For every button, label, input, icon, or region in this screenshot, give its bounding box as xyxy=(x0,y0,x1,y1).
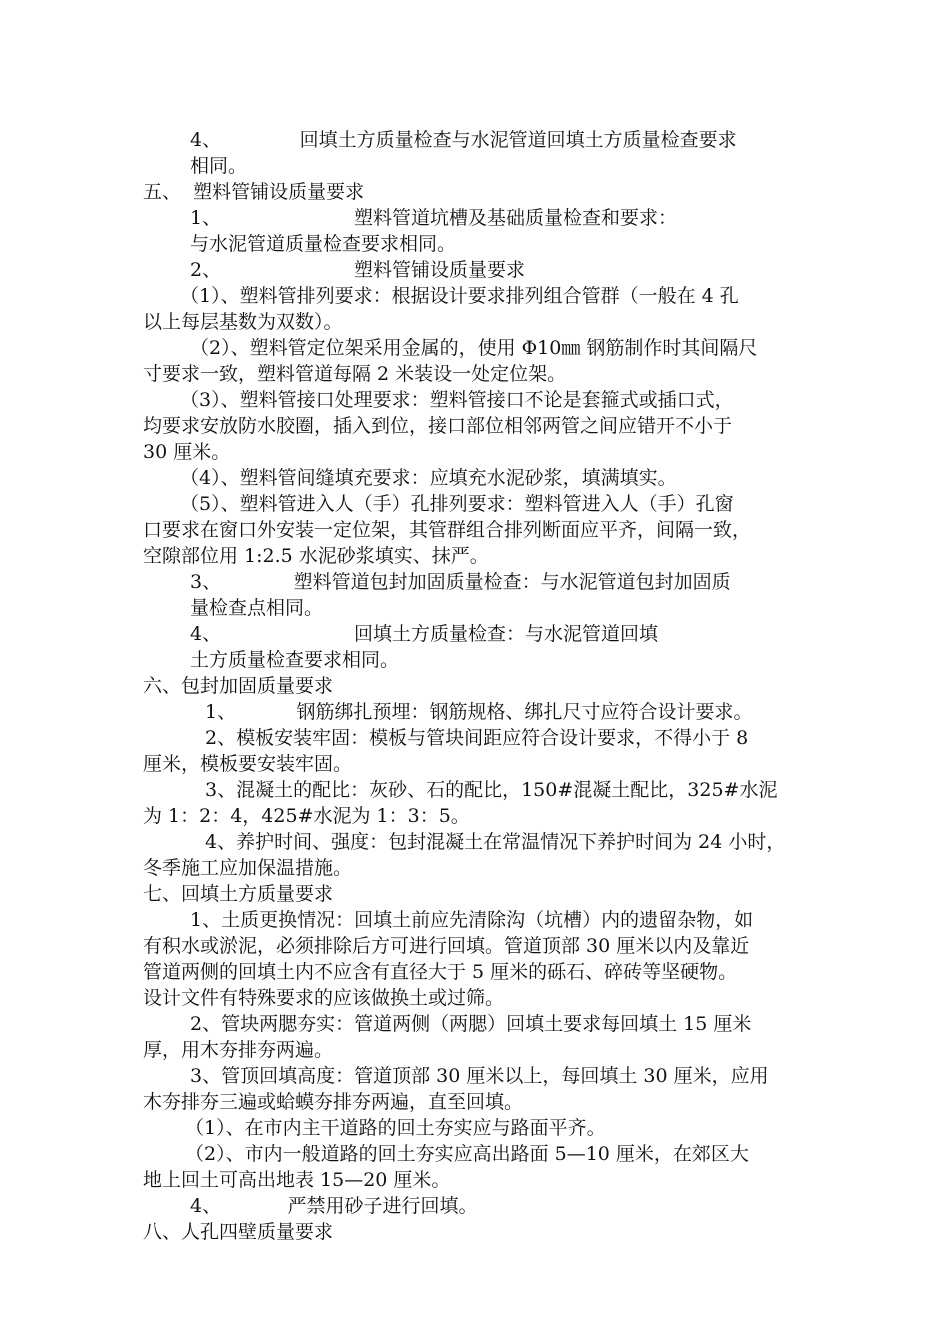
text-line: 3、混凝土的配比：灰砂、石的配比，150#混凝土配比，325#水泥 xyxy=(205,779,778,801)
text-line: 30 厘米。 xyxy=(143,441,231,463)
section-heading: 七、回填土方质量要求 xyxy=(143,883,334,905)
text-line: 量检查点相同。 xyxy=(190,597,324,619)
text-line: 3、 塑料管道包封加固质量检查：与水泥管道包封加固质 xyxy=(190,571,731,593)
text-line: 为 1：2：4，425#水泥为 1：3：5。 xyxy=(143,805,470,827)
text-line: 土方质量检查要求相同。 xyxy=(190,649,400,671)
text-line: 2、模板安装牢固：模板与管块间距应符合设计要求，不得小于 8 xyxy=(205,727,749,749)
text-line: 均要求安放防水胶圈，插入到位，接口部位相邻两管之间应错开不小于 xyxy=(143,415,733,437)
text-line: （4）、塑料管间缝填充要求：应填充水泥砂浆，填满填实。 xyxy=(180,467,677,489)
text-line: 2、管块两腮夯实：管道两侧（两腮）回填土要求每回填土 15 厘米 xyxy=(190,1013,752,1035)
text-line: 地上回土可高出地表 15—20 厘米。 xyxy=(143,1169,451,1191)
text-line: 厘米，模板要安装牢固。 xyxy=(143,753,353,775)
text-line: 4、养护时间、强度：包封混凝土在常温情况下养护时间为 24 小时， xyxy=(205,831,786,853)
text-line: （2）、市内一般道路的回土夯实应高出路面 5—10 厘米，在郊区大 xyxy=(185,1143,749,1165)
text-line: 相同。 xyxy=(190,155,248,177)
section-heading: 八、人孔四壁质量要求 xyxy=(143,1221,334,1243)
text-line: 2、 塑料管铺设质量要求 xyxy=(190,259,525,281)
text-line: 木夯排夯三遍或蛤蟆夯排夯两遍，直至回填。 xyxy=(143,1091,524,1113)
text-line: 寸要求一致，塑料管道每隔 2 米装设一处定位架。 xyxy=(143,363,567,385)
text-line: 设计文件有特殊要求的应该做换土或过筛。 xyxy=(143,987,505,1009)
text-line: 1、土质更换情况：回填土前应先清除沟（坑槽）内的遗留杂物，如 xyxy=(190,909,754,931)
section-heading: 五、 塑料管铺设质量要求 xyxy=(143,181,365,203)
text-line: 有积水或淤泥，必须排除后方可进行回填。管道顶部 30 厘米以内及靠近 xyxy=(143,935,750,957)
text-line: 4、 严禁用砂子进行回填。 xyxy=(190,1195,478,1217)
text-line: 1、 塑料管道坑槽及基础质量检查和要求： xyxy=(190,207,677,229)
text-line: 与水泥管道质量检查要求相同。 xyxy=(190,233,457,255)
text-line: （1）、在市内主干道路的回土夯实应与路面平齐。 xyxy=(185,1117,606,1139)
text-line: 空隙部位用 1:2.5 水泥砂浆填实、抹严。 xyxy=(143,545,489,567)
text-line: 4、 回填土方质量检查与水泥管道回填土方质量检查要求 xyxy=(190,129,737,151)
text-line: 4、 回填土方质量检查：与水泥管道回填 xyxy=(190,623,658,645)
text-line: 3、管顶回填高度：管道顶部 30 厘米以上，每回填土 30 厘米，应用 xyxy=(190,1065,769,1087)
text-line: 冬季施工应加保温措施。 xyxy=(143,857,353,879)
section-heading: 六、包封加固质量要求 xyxy=(143,675,334,697)
text-line: 厚，用木夯排夯两遍。 xyxy=(143,1039,334,1061)
text-line: 以上每层基数为双数）。 xyxy=(143,311,343,333)
text-line: 1、 钢筋绑扎预埋：钢筋规格、绑扎尺寸应符合设计要求。 xyxy=(205,701,753,723)
text-line: 口要求在窗口外安装一定位架，其管群组合排列断面应平齐，间隔一致， xyxy=(143,519,752,541)
text-line: （1）、塑料管排列要求：根据设计要求排列组合管群（一般在 4 孔 xyxy=(180,285,739,307)
text-line: 管道两侧的回填土内不应含有直径大于 5 厘米的砾石、碎砖等坚硬物。 xyxy=(143,961,738,983)
text-line: （2）、塑料管定位架采用金属的，使用 Φ10㎜ 钢筋制作时其间隔尺 xyxy=(190,337,758,359)
text-line: （5）、塑料管进入人（手）孔排列要求：塑料管进入人（手）孔窗 xyxy=(180,493,734,515)
text-line: （3）、塑料管接口处理要求：塑料管接口不论是套箍式或插口式， xyxy=(180,389,734,411)
